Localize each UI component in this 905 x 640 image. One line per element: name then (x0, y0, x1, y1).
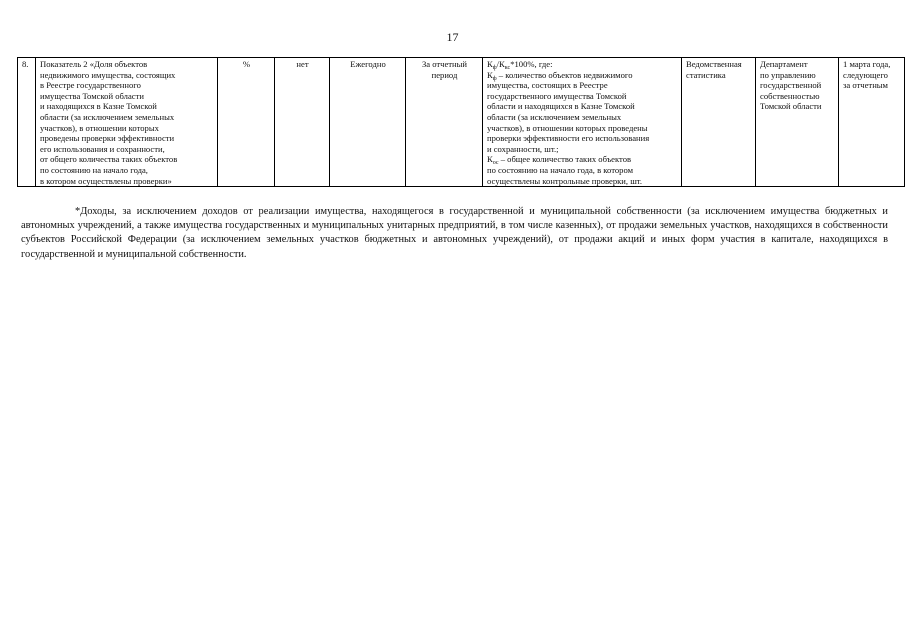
page-number: 17 (446, 30, 459, 44)
formula-kf-letter: К (487, 69, 493, 80)
deadline-cell: 1 марта года, следующего за отчетным (839, 58, 905, 187)
formula-cell (483, 58, 682, 187)
responsible-cell: Департамент по управлению государственной собственностью Томской области (756, 58, 839, 187)
indicators-table (17, 57, 905, 187)
formula-slash: / (496, 59, 500, 69)
frequency-cell: Ежегодно (330, 58, 406, 187)
formula-tail: *100%, где: (510, 59, 553, 69)
formula-kos-text: – общее количество таких объектов по состоянию на начало года, в котором осуществлены контрольные проверки, шт. (487, 154, 643, 186)
period-cell: За отчетный период (406, 58, 483, 187)
table-row (18, 58, 905, 187)
unit-cell: % (218, 58, 275, 187)
formula-kf-sub: ф (492, 75, 497, 82)
formula-k-letter-2: К (499, 59, 505, 69)
row-number-cell: 8. (18, 58, 36, 187)
footnote-text: *Доходы, за исключением доходов от реализации имущества, находящегося в государственной и муниципальной собственности (за исключением имущества бюджетных и автономных учреждений, а также имущества государственных и муниципальных унитарных предприятий, в том числе казенных), от продажи земельных участков, находящихся в собственности субъектов Российской Федерации (за исключением земельных участков бюджетных и автономных учреждений), от продажи акций и иных форм участия в капитале, находящихся в государственной и муниципальной собственности. (21, 206, 888, 260)
indicator-name-cell: Показатель 2 «Доля объектов недвижимого имущества, состоящих в Реестре государственного имущества Томской области и находящихся в Казне Томской области (за исключением земельных участков), в отношении которых проведены проверки эффективности его использования и сохранности, от общего количества таких объектов по состоянию на начало года, в котором осуществлены проверки» (36, 58, 218, 187)
formula-kf-text: – количество объектов недвижимого имущества, состоящих в Реестре государственного имущества Томской области и находящихся в Казне Томской области (за исключением земельных участков), в отношении которых проведены проверки эффективности его использования и сохранности, шт.; (487, 69, 650, 154)
formula-kos-sub: ос (492, 160, 499, 167)
formula-sub-ks: кс (504, 65, 511, 71)
formula-sub-f: ф (492, 65, 497, 71)
formula-kos-letter: К (487, 154, 493, 165)
source-cell: Ведомственная статистика (682, 58, 756, 187)
formula-k-letter: К (487, 59, 493, 69)
base-value-cell: нет (275, 58, 330, 187)
